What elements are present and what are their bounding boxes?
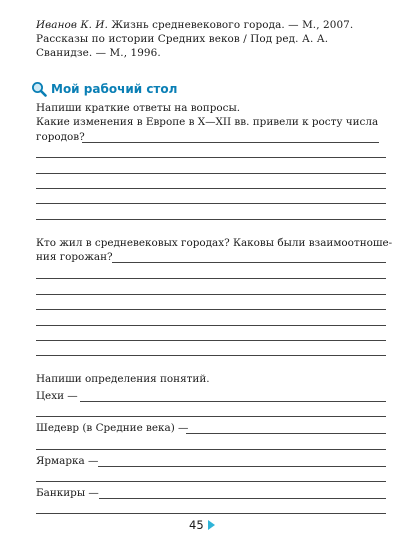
term-guilds: Цехи — bbox=[36, 390, 78, 402]
section-title: Мой рабочий стол bbox=[51, 82, 178, 96]
definition-line[interactable] bbox=[98, 466, 386, 467]
term-fair: Ярмарка — bbox=[36, 455, 99, 467]
answer-line[interactable] bbox=[36, 355, 386, 356]
question-1-line-1: Какие изменения в Европе в X—XII вв. привели к росту числа bbox=[36, 116, 379, 128]
magnifier-icon bbox=[31, 81, 47, 97]
definition-line[interactable] bbox=[36, 481, 386, 482]
answer-line[interactable] bbox=[36, 325, 386, 326]
question-2-line-2: ния горожан? bbox=[36, 251, 113, 263]
answer-line[interactable] bbox=[82, 142, 379, 143]
definition-line[interactable] bbox=[36, 513, 386, 514]
answers-instruction: Напиши краткие ответы на вопросы. bbox=[36, 102, 241, 114]
answer-line[interactable] bbox=[36, 157, 386, 158]
answer-line[interactable] bbox=[36, 188, 386, 189]
definition-line[interactable] bbox=[186, 433, 386, 434]
answer-line[interactable] bbox=[36, 294, 386, 295]
definition-line[interactable] bbox=[99, 498, 386, 499]
question-1-line-2: городов? bbox=[36, 131, 85, 143]
page-number: 45 bbox=[189, 518, 204, 532]
reference-1 bbox=[36, 18, 386, 32]
reference-1-author: Иванов К. И. bbox=[36, 19, 108, 31]
section-header bbox=[31, 80, 177, 98]
term-masterpiece: Шедевр (в Средние века) — bbox=[36, 422, 189, 434]
answer-line[interactable] bbox=[36, 340, 386, 341]
definitions-instruction: Напиши определения понятий. bbox=[36, 373, 210, 385]
next-page-arrow-icon bbox=[208, 520, 215, 530]
reference-1-title: Жизнь средневекового города. — М., 2007. bbox=[107, 19, 354, 31]
definition-line[interactable] bbox=[80, 401, 386, 402]
reference-2: Рассказы по истории Средних веков / Под ред. А. А. Сванидзе. — М., 1996. bbox=[36, 33, 329, 59]
definition-line[interactable] bbox=[36, 449, 386, 450]
term-bankers: Банкиры — bbox=[36, 487, 99, 499]
answer-line[interactable] bbox=[36, 309, 386, 310]
answer-line[interactable] bbox=[112, 262, 386, 263]
definition-line[interactable] bbox=[36, 416, 386, 417]
answer-line[interactable] bbox=[36, 173, 386, 174]
answer-line[interactable] bbox=[36, 219, 386, 220]
answer-line[interactable] bbox=[36, 203, 386, 204]
answer-line[interactable] bbox=[36, 278, 386, 279]
question-2-line-1: Кто жил в средневековых городах? Каковы были взаимоотноше- bbox=[36, 237, 393, 249]
